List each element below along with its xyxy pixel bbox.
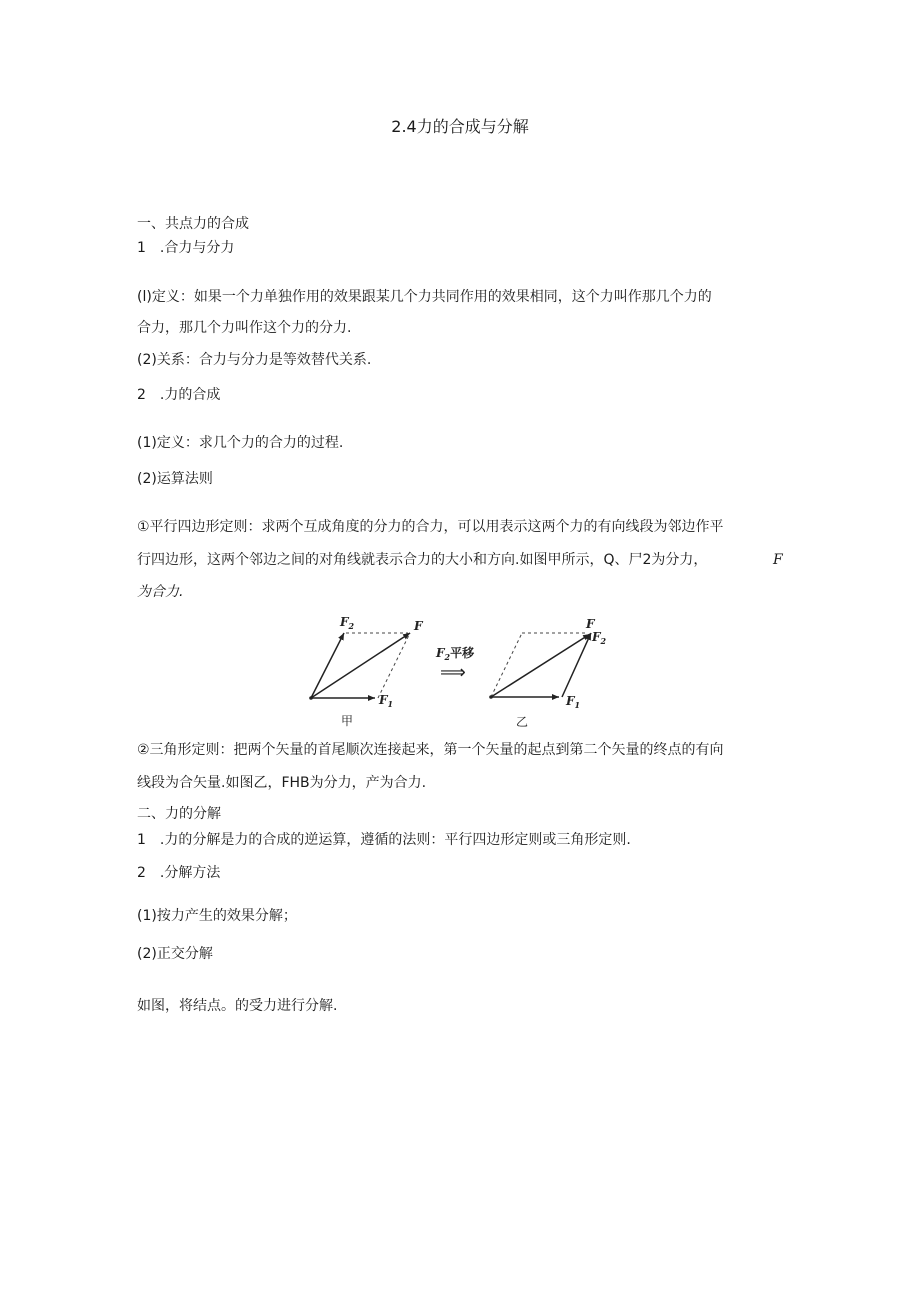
vector-F-left — [311, 633, 410, 698]
section-heading-decomposition: 二、力的分解 — [137, 806, 221, 822]
double-arrow-icon: ⟹ — [440, 662, 466, 683]
force-synthesis-figure — [300, 612, 630, 732]
page-title: 2.4力的合成与分解 — [391, 117, 529, 136]
operation-rule: (2)运算法则 — [137, 471, 213, 487]
label-F2-right: $F_2$ — [592, 630, 607, 646]
parallelogram-rule-line-1: ①平行四边形定则：求两个互成角度的分力的合力，可以用表示这两个力的有向线段为邻边作平 — [137, 519, 724, 535]
triangle-rule-line-2: 线段为合矢量.如图乙，FHB为分力，产为合力. — [137, 775, 427, 791]
caption-yi: 乙 — [516, 715, 529, 729]
figure-right-triangle — [489, 617, 606, 729]
decomposition-rule: 1 .力的分解是力的合成的逆运算，遵循的法则：平行四边形定则或三角形定则. — [137, 832, 631, 848]
figure-left-parallelogram — [309, 615, 424, 728]
knot-decomposition-line: 如图，将结点。的受力进行分解. — [137, 998, 338, 1014]
label-F2-left: $F_2$ — [340, 615, 355, 631]
force-symbol-F: F — [773, 552, 783, 568]
label-F2-translate: $F_2$平移 — [436, 646, 475, 662]
vector-F-right — [491, 634, 590, 697]
parallelogram-rule-line-3: 为合力. — [137, 584, 184, 600]
method-orthogonal-decomposition: (2)正交分解 — [137, 946, 213, 962]
origin-point-left — [309, 696, 313, 700]
caption-jia: 甲 — [341, 714, 354, 728]
subsection-resultant-and-component: 1 .合力与分力 — [137, 240, 235, 256]
parallelogram-rule-line-2 — [137, 550, 707, 570]
label-F-left: F — [414, 619, 423, 633]
subsection-decomposition-methods: 2 .分解方法 — [137, 865, 221, 881]
label-F1-left: $F_1$ — [379, 693, 394, 709]
definition-line-2: 合力，那几个力叫作这个力的分力. — [137, 320, 352, 336]
figure-translate-arrow — [435, 645, 475, 683]
triangle-rule-line-1: ②三角形定则：把两个矢量的首尾顺次连接起来，第一个矢量的起点到第二个矢量的终点的有向 — [137, 742, 724, 758]
subsection-force-synthesis: 2 .力的合成 — [137, 387, 221, 403]
vector-F2-left — [311, 633, 344, 698]
method-effect-decomposition: (1)按力产生的效果分解； — [137, 908, 297, 924]
synthesis-definition: (1)定义：求几个力的合力的过程. — [137, 435, 344, 451]
section-heading-synthesis: 一、共点力的合成 — [137, 216, 249, 232]
definition-line-1: (l)定义：如果一个力单独作用的效果跟某几个力共同作用的效果相同，这个力叫作那几个力的 — [137, 289, 712, 305]
origin-point-right — [489, 695, 493, 699]
label-F-right: F — [586, 617, 595, 631]
relation-line: (2)关系：合力与分力是等效替代关系. — [137, 352, 372, 368]
parallelogram-rule-text: 行四边形，这两个邻边之间的对角线就表示合力的大小和方向.如图甲所示，Q、尸2为分力， — [137, 552, 708, 568]
label-F1-right: $F_1$ — [566, 694, 581, 710]
